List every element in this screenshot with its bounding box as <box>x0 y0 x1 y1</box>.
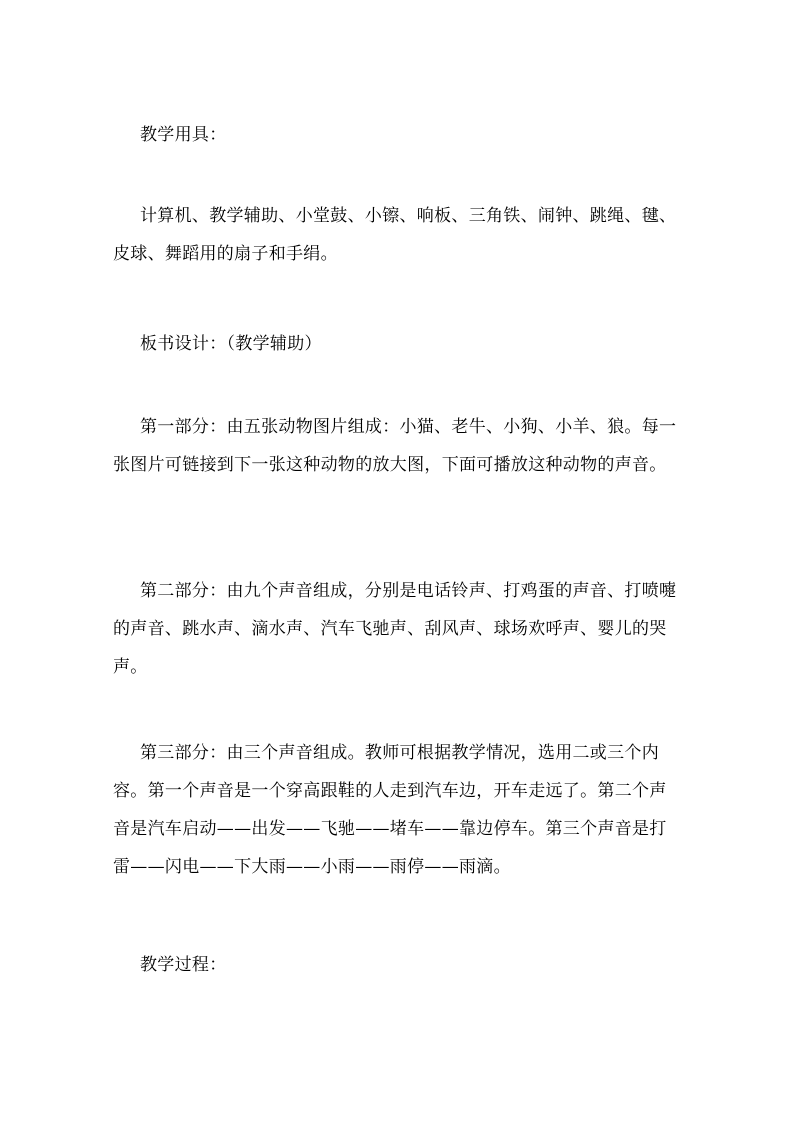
teaching-tools-list: 计算机、教学辅助、小堂鼓、小镲、响板、三角铁、闹钟、跳绳、毽、皮球、舞蹈用的扇子和手绢。 <box>113 206 677 264</box>
part-three-paragraph: 第三部分：由三个声音组成。教师可根据教学情况，选用二或三个内容。第一个声音是一个穿高跟鞋的人走到汽车边，开车走远了。第二个声音是汽车启动——出发——飞驰——堵车——靠边停车。第三个声音是打雷——闪电——下大雨——小雨——雨停——雨滴。 <box>113 743 667 877</box>
board-design-heading: 板书设计：（教学辅助） <box>140 334 322 354</box>
part-one-paragraph: 第一部分：由五张动物图片组成：小猫、老牛、小狗、小羊、狼。每一张图片可链接到下一张这种动物的放大图，下面可播放这种动物的声音。 <box>113 417 677 475</box>
teaching-process-heading: 教学过程： <box>140 955 227 975</box>
teaching-tools-heading: 教学用具： <box>140 125 227 145</box>
part-two-paragraph: 第二部分：由九个声音组成，分别是电话铃声、打鸡蛋的声音、打喷嚏的声音、跳水声、滴水声、汽车飞驰声、刮风声、球场欢呼声、婴儿的哭声。 <box>113 581 677 677</box>
